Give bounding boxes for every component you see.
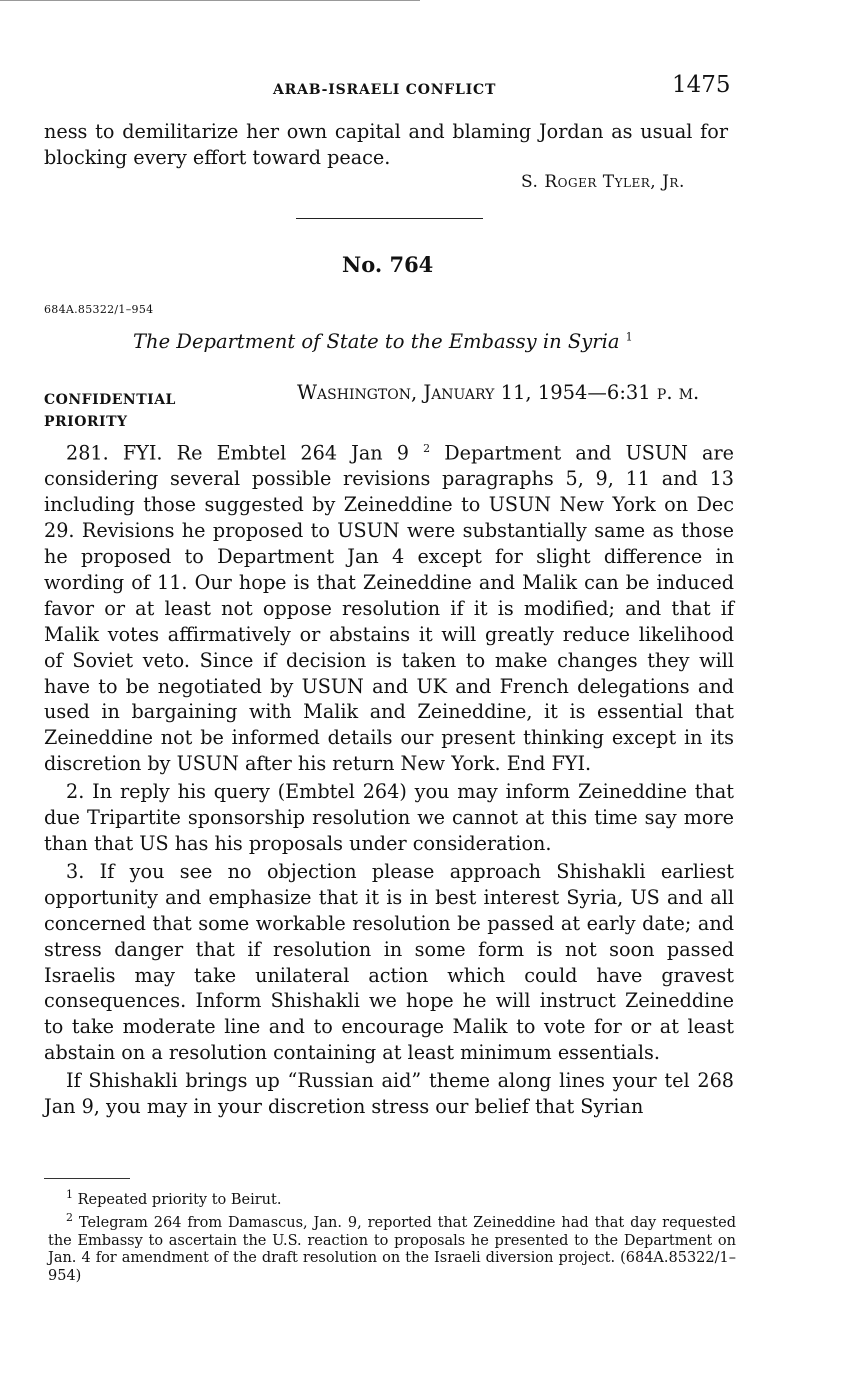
file-number: 684A.85322/1–954 (44, 303, 154, 316)
document-title (133, 330, 633, 353)
footnote-ref-2: 2 (423, 442, 431, 455)
page-number: 1475 (672, 72, 731, 98)
priority-label: PRIORITY (44, 414, 128, 430)
dateline (297, 381, 699, 404)
footnote-divider (44, 1178, 130, 1179)
footnotes (48, 1186, 736, 1285)
signature-text: S. Roger Tyler, Jr. (521, 172, 685, 192)
paragraph-1: 281. FYI. Re Embtel 264 Jan 9 $^2$ Department and USUN are considering several possible revisions paragraphs 5, 9, 11 and 13 including those suggested by Zeineddine to USUN New York on Dec 29. Revisions he proposed to USUN were substantially same as those he proposed to Department Jan 4 except for slight difference in wording of 11. Our hope is that Zeineddine and Malik can be induced favor or at least not oppose resolution if it is modified; and that if Malik votes affirmatively or abstains it will greatly reduce likelihood of Soviet veto. Since if decision is taken to make changes they will have to be negotiated by USUN and UK and French delegations and used in bargaining with Malik and Zeineddine, it is essential that Zeineddine not be informed details our present thinking except in its discretion by USUN after his return New York. End FYI. (44, 441, 734, 776)
footnote-2: $^2$ Telegram 264 from Damascus, Jan. 9, reported that Zeineddine had that day requested the Embassy to ascertain the U.S. reaction to proposals he presented to the Department on Jan. 4 for amendment of the draft resolution on the Israeli diversion project. (684A.85322/1–954) (48, 1211, 736, 1284)
paragraph-2: 2. In reply his query (Embtel 264) you may inform Zeineddine that due Tripartite sponsorship resolution we cannot at this time say more than that US has his proposals under consideration. (44, 780, 734, 855)
running-head: ARAB-ISRAELI CONFLICT (273, 82, 497, 98)
telegram-body (44, 436, 734, 1120)
classification: CONFIDENTIAL (44, 392, 176, 408)
footnote-1: $^1$ Repeated priority to Beirut. (66, 1188, 282, 1208)
section-divider (296, 218, 483, 219)
continuation-paragraph: ness to demilitarize her own capital and blaming Jordan as usual for blocking every effort toward peace. (44, 120, 728, 169)
document-title-text: The Department of State to the Embassy in Syria (133, 330, 620, 353)
paragraph-4: If Shishakli brings up “Russian aid” theme along lines your tel 268 Jan 9, you may in your discretion stress our belief that Syrian (44, 1069, 734, 1119)
document-number: No. 764 (342, 252, 434, 277)
dateline-text: Washington, January 11, 1954—6:31 p. m. (297, 381, 700, 404)
signature (521, 172, 685, 192)
scan-edge-line (0, 0, 420, 1)
paragraph-3: 3. If you see no objection please approach Shishakli earliest opportunity and emphasize that it is in best interest Syria, US and all concerned that some workable resolution be passed at early date; and stress danger that if resolution in some form is not soon passed Israelis may take unilateral action which could have gravest consequences. Inform Shishakli we hope he will instruct Zeineddine to take moderate line and to encourage Malik to vote for or at least abstain on a resolution containing at least minimum essentials. (44, 859, 734, 1065)
footnote-ref-1: 1 (625, 330, 633, 344)
